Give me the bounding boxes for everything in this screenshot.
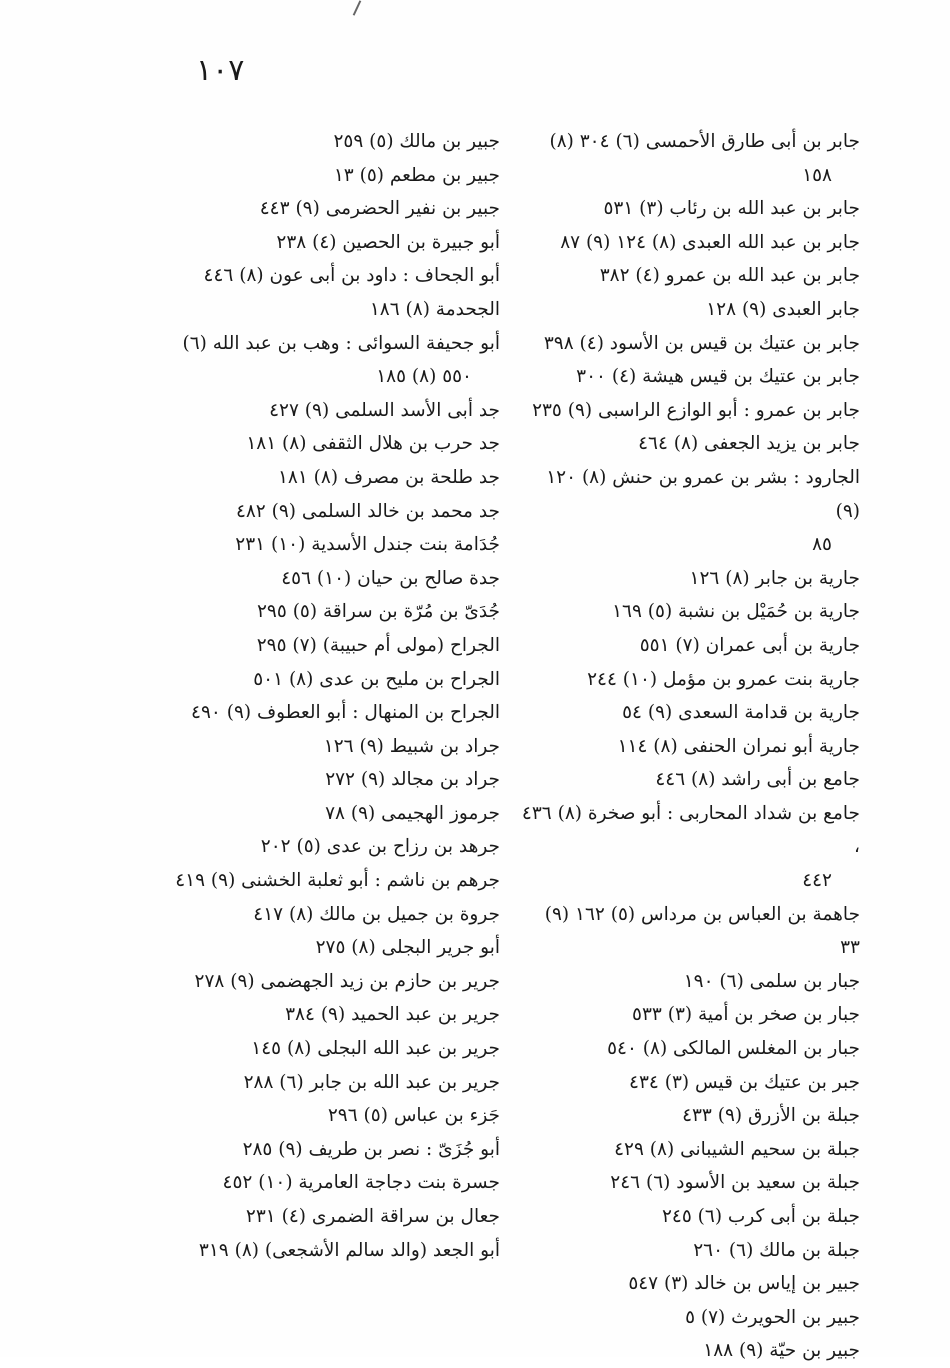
index-entry: جارية بنت عمرو بن مؤمل (١٠) ٢٤٤ <box>587 668 860 690</box>
index-column-right <box>520 125 860 1368</box>
index-entry: جابر بن عبد الله بن رئاب (٣) ٥٣١ <box>603 198 860 220</box>
index-entry: جروة بن جميل بن مالك (٨) ٤١٧ <box>253 903 500 925</box>
index-entry: جارية بن جابر (٨) ١٢٦ <box>689 567 860 589</box>
index-entry: جراد بن مجالد (٩) ٢٧٢ <box>325 769 500 791</box>
index-entry: جبير بن مالك (٥) ٢٥٩ <box>333 131 500 152</box>
index-entry: جرير بن عبد الله بن جابر (٦) ٢٨٨ <box>243 1071 500 1093</box>
index-entry: جرير بن عبد الحميد (٩) ٣٨٤ <box>285 1004 500 1026</box>
index-entry: جبار بن المغلس المالكى (٨) ٥٤٠ <box>607 1038 860 1060</box>
index-entry: جبار بن صخر بن أمية (٣) ٥٣٣ <box>632 1004 860 1026</box>
index-entry: جُدَامة بنت جندل الأسدية (١٠) ٢٣١ <box>235 534 500 556</box>
index-entry: جبير بن حيّة (٩) ١٨٨ <box>703 1340 860 1362</box>
index-entry: جابر بن عبد الله بن عمرو (٤) ٣٨٢ <box>599 265 860 287</box>
stray-pen-mark <box>353 0 362 15</box>
index-entry: جبير بن مطعم (٥) ١٣ <box>333 164 500 186</box>
index-entry: جبلة بن مالك (٦) ٢٦٠ <box>693 1239 860 1261</box>
index-entry: جرموز الهجيمى (٩) ٧٨ <box>325 802 500 824</box>
index-entry: جبر بن عتيك بن قيس (٣) ٤٣٤ <box>629 1071 860 1093</box>
index-entry: جُدَىّ بن مُرّة بن سراقة (٥) ٢٩٥ <box>257 601 500 623</box>
index-entry: جامع بن أبى راشد (٨) ٤٤٦ <box>655 769 860 791</box>
index-entry: جرير بن حازم بن زيد الجهضمى (٩) ٢٧٨ <box>194 970 500 992</box>
index-entry: أبو الجحاف : داود بن أبى عون (٨) ٤٤٦ <box>203 265 500 287</box>
index-entry: أبو جبيرة بن الحصين (٤) ٢٣٨ <box>276 231 500 253</box>
index-entry: جبلة بن أبى كرب (٦) ٢٤٥ <box>661 1206 860 1227</box>
index-entry: جابر بن أبى طارق الأحمسى (٦) ٣٠٤ (٨) <box>549 131 860 152</box>
index-entry: جد حرب بن هلال الثقفى (٨) ١٨١ <box>246 433 500 455</box>
index-entry: جرهد بن رزاح بن عدى (٥) ٢٠٢ <box>260 836 500 858</box>
index-entry: جبلة بن الأزرق (٩) ٤٣٣ <box>682 1105 860 1127</box>
index-entry: أبو الجعد (والد سالم الأشجعى) (٨) ٣١٩ <box>198 1239 500 1261</box>
index-entry: ١٥٨ <box>802 164 832 186</box>
index-entry: جبير بن إياس بن خالد (٣) ٥٤٧ <box>628 1273 860 1295</box>
index-entry: الجراح بن مليح بن عدى (٨) ٥٠١ <box>253 668 500 690</box>
index-entry: جارية بن أبى عمران (٧) ٥٥١ <box>639 634 860 656</box>
index-entry: جابر بن يزيد الجعفى (٨) ٤٦٤ <box>638 433 860 455</box>
index-entry: جارية بن قدامة السعدى (٩) ٥٤ <box>622 702 860 724</box>
index-entry: أبو جُزَىّ : نصر بن طريف (٩) ٢٨٥ <box>242 1138 500 1160</box>
index-entry: جارية أبو نمران الحنفى (٨) ١١٤ <box>617 735 860 757</box>
index-entry: جسرة بنت دجاجة العامرية (١٠) ٤٥٢ <box>222 1172 500 1194</box>
index-entry: الجراح بن المنهال : أبو العطوف (٩) ٤٩٠ <box>191 702 500 724</box>
index-entry: الجراح (مولى أم حبيبة) (٧) ٢٩٥ <box>256 634 500 656</box>
index-entry: جد محمد بن خالد السلمى (٩) ٤٨٢ <box>235 500 500 522</box>
index-entry: أبو جرير البجلى (٨) ٢٧٥ <box>315 937 500 959</box>
index-entry: جبلة بن سعيد بن الأسود (٦) ٢٤٦ <box>610 1172 860 1194</box>
index-entry: أبو جحيفة السوائى : وهب بن عبد الله (٦) <box>182 332 500 354</box>
index-entry: جد أبى الأسد السلمى (٩) ٤٢٧ <box>269 399 500 421</box>
index-entry: جبلة بن سحيم الشيبانى (٨) ٤٢٩ <box>614 1138 860 1160</box>
index-entry: جابر العبدى (٩) ١٢٨ <box>706 298 860 320</box>
index-entry: جبار بن سلمى (٦) ١٩٠ <box>683 970 860 992</box>
index-entry: جرهم بن ناشم : أبو ثعلبة الخشنى (٩) ٤١٩ <box>175 870 500 892</box>
index-entry: جابر بن عبد الله العبدى (٨) ١٢٤ (٩) ٨٧ <box>560 231 860 253</box>
index-entry: جبير بن الحويرث (٧) ٥ <box>685 1306 860 1328</box>
index-entry: جابر بن عمرو : أبو الوازع الراسبى (٩) ٢٣٥ <box>532 399 860 421</box>
index-entry: جامع بن شداد المحاربى : أبو صخرة (٨) ٤٣٦ ، <box>521 802 860 858</box>
index-entry: ٤٤٢ <box>802 870 832 892</box>
index-entry: جارية بن حُمَيْل بن نشبة (٥) ١٦٩ <box>612 601 860 623</box>
index-entry: جعال بن سراقة الضمرى (٤) ٢٣١ <box>245 1206 500 1227</box>
index-entry: جبير بن نفير الحضرمى (٩) ٤٤٣ <box>259 198 500 220</box>
index-entry: جد طلحة بن مصرف (٨) ١٨١ <box>277 466 500 488</box>
index-entry: الجارود : بشر بن عمرو بن حنش (٨) ١٢٠ (٩) <box>546 466 860 522</box>
index-entry: جاهمة بن العباس بن مرداس (٥) ١٦٢ (٩) ٣٣ <box>544 903 860 959</box>
index-column-left <box>170 125 500 1267</box>
page-number: ١٠٧ <box>196 53 245 88</box>
index-entry: جابر بن عتيك بن قيس بن الأسود (٤) ٣٩٨ <box>543 332 860 354</box>
index-entry: جَزء بن عباس (٥) ٢٩٦ <box>327 1105 500 1127</box>
index-entry: جدة صالح بن حيان (١٠) ٤٥٦ <box>281 567 500 589</box>
index-entry: الجحدمة (٨) ١٨٦ <box>369 298 500 320</box>
index-entry: ٨٥ <box>812 534 832 556</box>
index-entry: جابر بن عتيك بن قيس هيشة (٤) ٣٠٠ <box>576 366 860 388</box>
index-entry: جراد بن شبيط (٩) ١٢٦ <box>323 735 500 757</box>
index-entry: جرير بن عبد الله البجلى (٨) ١٤٥ <box>251 1038 500 1060</box>
index-entry: ٥٥٠ (٨) ١٨٥ <box>376 366 472 388</box>
